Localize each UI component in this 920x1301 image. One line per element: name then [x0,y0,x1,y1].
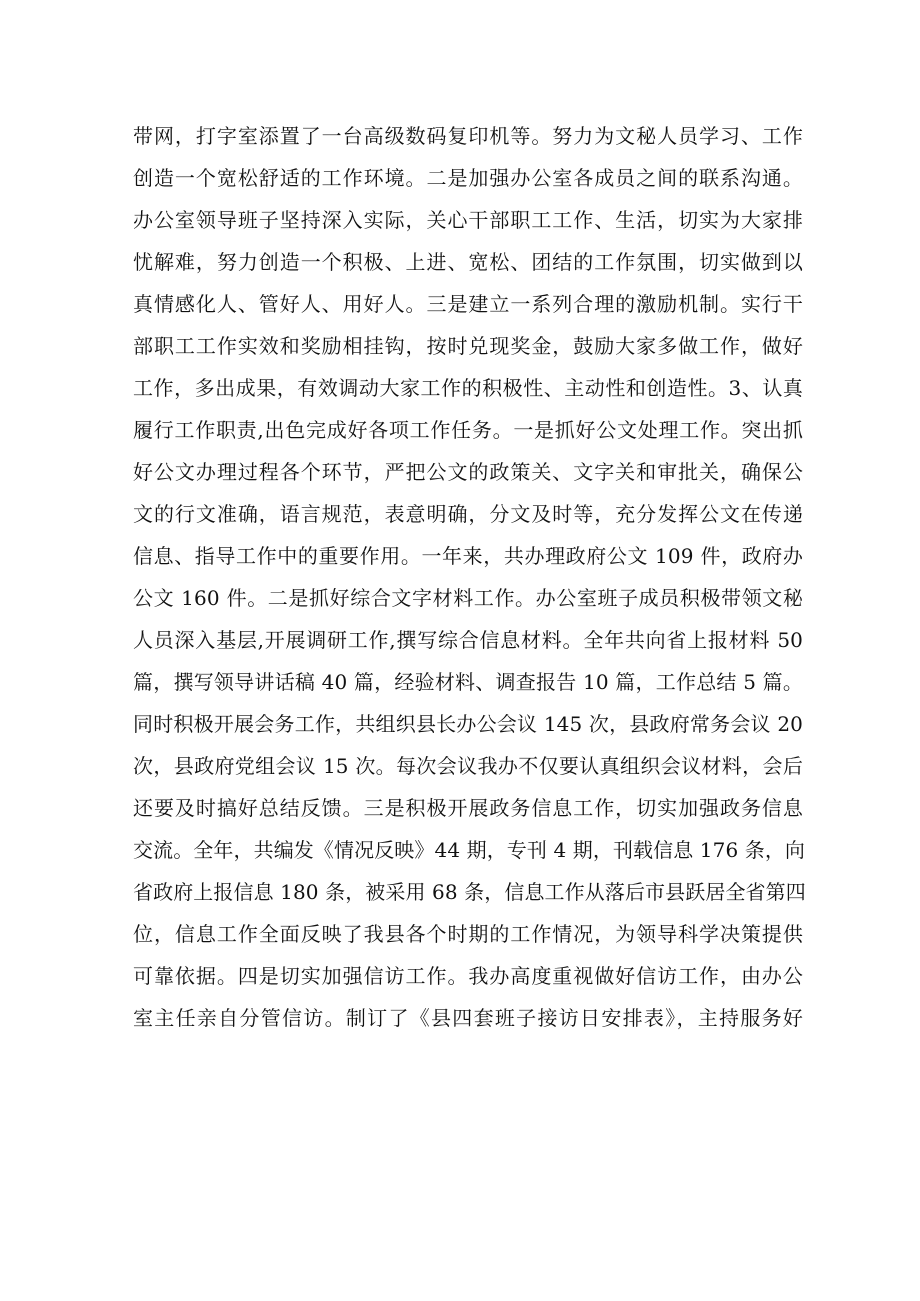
text-line: 真情感化人、管好人、用好人。三是建立一系列合理的激励机制。实行干 [133,292,803,316]
text-line: 公文 160 件。二是抓好综合文字材料工作。办公室班子成员积极带领文秘 [133,586,803,610]
text-line: 位，信息工作全面反映了我县各个时期的工作情况，为领导科学决策提供 [133,922,803,946]
body-text [133,115,806,1039]
text-line: 文的行文准确，语言规范，表意明确，分文及时等，充分发挥公文在传递 [133,502,803,526]
text-line: 省政府上报信息 180 条，被采用 68 条，信息工作从落后市县跃居全省第四 [133,880,806,904]
text-line: 次，县政府党组会议 15 次。每次会议我办不仅要认真组织会议材料，会后 [133,754,803,778]
text-line: 带网，打字室添置了一台高级数码复印机等。努力为文秘人员学习、工作 [133,124,803,148]
text-line: 工作，多出成果，有效调动大家工作的积极性、主动性和创造性。3、认真 [133,376,803,400]
text-line: 可靠依据。四是切实加强信访工作。我办高度重视做好信访工作，由办公 [133,964,803,988]
text-line: 创造一个宽松舒适的工作环境。二是加强办公室各成员之间的联系沟通。 [133,166,803,190]
text-line: 部职工工作实效和奖励相挂钩，按时兑现奖金，鼓励大家多做工作，做好 [133,334,803,358]
text-line: 信息、指导工作中的重要作用。一年来，共办理政府公文 109 件，政府办 [133,544,803,568]
text-line: 履行工作职责,出色完成好各项工作任务。一是抓好公文处理工作。突出抓 [133,418,803,442]
text-line: 篇，撰写领导讲话稿 40 篇，经验材料、调查报告 10 篇，工作总结 5 篇。 [133,670,803,694]
text-line: 同时积极开展会务工作，共组织县长办公会议 145 次，县政府常务会议 20 [133,712,803,736]
text-line: 忧解难，努力创造一个积极、上进、宽松、团结的工作氛围，切实做到以 [133,250,803,274]
text-line: 还要及时搞好总结反馈。三是积极开展政务信息工作，切实加强政务信息 [133,796,803,820]
text-line: 交流。全年，共编发《情况反映》44 期，专刊 4 期，刊载信息 176 条，向 [133,838,806,862]
text-line: 室主任亲自分管信访。制订了《县四套班子接访日安排表》，主持服务好 [133,1006,803,1030]
text-line: 好公文办理过程各个环节，严把公文的政策关、文字关和审批关，确保公 [133,460,803,484]
text-line: 人员深入基层,开展调研工作,撰写综合信息材料。全年共向省上报材料 50 [133,628,803,652]
text-line: 办公室领导班子坚持深入实际，关心干部职工工作、生活，切实为大家排 [133,208,803,232]
